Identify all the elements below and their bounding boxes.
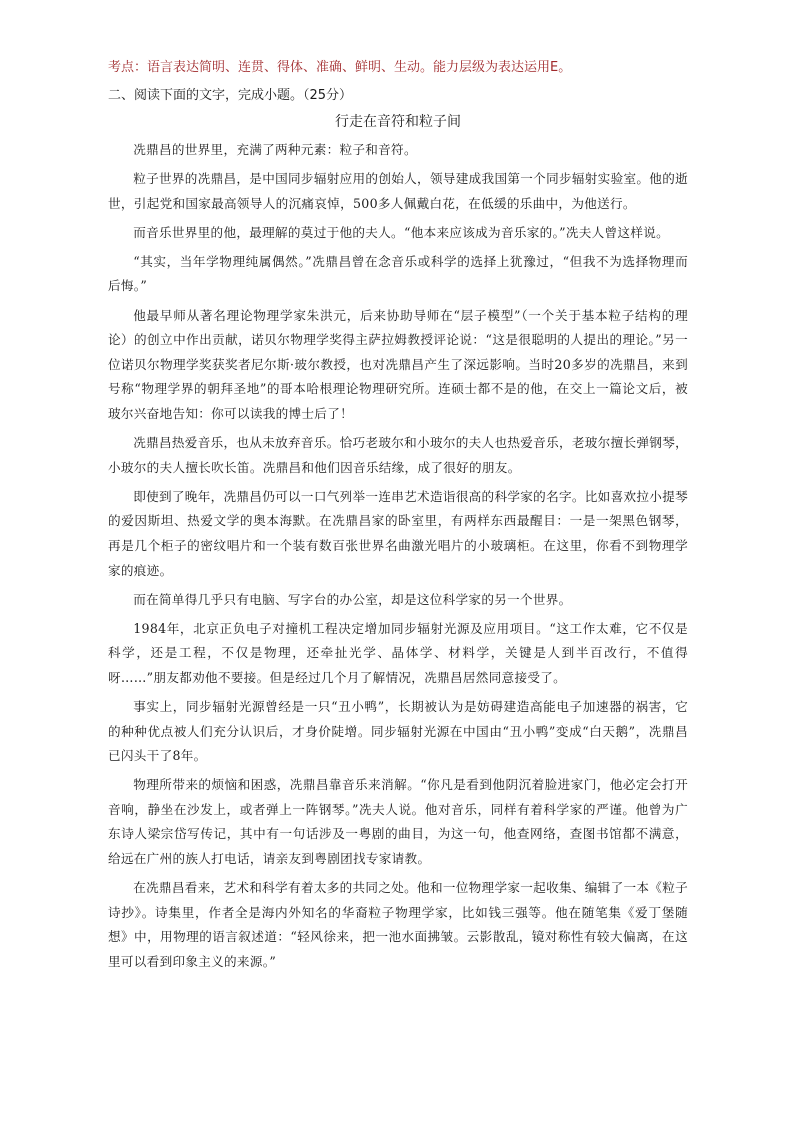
paragraph-9: 1984年，北京正负电子对撞机工程决定增加同步辐射光源及应用项目。“这工作太难，它不仅是科学，还是工程，不仅是物理，还牵扯光学、晶体学、材料学，关键是人到半百改行，不值得呀……”朋友都劝他不要接。但是经过几个月了解情况，冼鼎昌居然同意接受了。 xyxy=(108,620,688,685)
paragraph-6: 冼鼎昌热爱音乐，也从未放弃音乐。恰巧老玻尔和小玻尔的夫人也热爱音乐，老玻尔擅长弹钢琴，小玻尔的夫人擅长吹长笛。冼鼎昌和他们因音乐结缘，成了很好的朋友。 xyxy=(108,435,688,475)
paragraph-5: 他最早师从著名理论物理学家朱洪元，后来协助导师在“层子模型”（一个关于基本粒子结构的理论）的创立中作出贡献，诺贝尔物理学奖得主萨拉姆教授评论说：“这是很聪明的人提出的理论。”另一位诺贝尔物理学奖获奖者尼尔斯·玻尔教授，也对冼鼎昌产生了深远影响。当时20多岁的冼鼎昌，来到号称“物理学界的朝拜圣地”的哥本哈根理论物理研究所。连硕士都不是的他，在交上一篇论文后，被玻尔兴奋地告知：你可以读我的博士后了！ xyxy=(108,307,688,421)
paragraph-10: 事实上，同步辐射光源曾经是一只“丑小鸭”，长期被认为是妨碍建造高能电子加速器的祸害，它的种种优点被人们充分认识后，才身价陡增。同步辐射光源在中国由“丑小鸭”变成“白天鹅”，冼鼎昌已闪头干了8年。 xyxy=(108,698,688,764)
paragraph-12: 在冼鼎昌看来，艺术和科学有着太多的共同之处。他和一位物理学家一起收集、编辑了一本《粒子诗抄》。诗集里，作者全是海内外知名的华裔粒子物理学家，比如钱三强等。他在随笔集《爱丁堡随想》中，用物理的语言叙述道：“轻风徐来，把一池水面拂皱。云影散乱，镜对称性有较大偏离，在这里可以看到印象主义的来源。” xyxy=(108,880,688,969)
paragraph-3: 而音乐世界里的他，最理解的莫过于他的夫人。“他本来应该成为音乐家的。”冼夫人曾这样说。 xyxy=(133,224,670,240)
paragraph-7: 即使到了晚年，冼鼎昌仍可以一口气列举一连串艺术造诣很高的科学家的名字。比如喜欢拉小提琴的爱因斯坦、热爱文学的奥本海默。在冼鼎昌家的卧室里，有两样东西最醒目：一是一架黑色钢琴，再是几个柜子的密纹唱片和一个装有数百张世界名曲激光唱片的小玻璃柜。在这里，你看不到物理学家的痕迹。 xyxy=(108,488,688,578)
article-title: 行走在音符和粒子间 xyxy=(335,114,461,130)
paragraph-4: “其实，当年学物理纯属偶然。”冼鼎昌曾在念音乐或科学的选择上犹豫过，“但我不为选择物理而后悔。” xyxy=(108,253,688,294)
kaodian-note: 考点：语言表达简明、连贯、得体、准确、鲜明、生动。能力层级为表达运用E。 xyxy=(108,60,572,75)
paragraph-1: 冼鼎昌的世界里，充满了两种元素：粒子和音符。 xyxy=(133,142,417,157)
paragraph-2: 粒子世界的冼鼎昌，是中国同步辐射应用的创始人，领导建成我国第一个同步辐射实验室。他的逝世，引起党和国家最高领导人的沉痛哀悼，500多人佩戴白花，在低缓的乐曲中，为他送行。 xyxy=(108,171,688,211)
paragraph-8: 而在简单得几乎只有电脑、写字台的办公室，却是这位科学家的另一个世界。 xyxy=(133,591,572,607)
document-page xyxy=(108,58,688,979)
paragraph-11: 物理所带来的烦恼和困惑，冼鼎昌靠音乐来消解。“你凡是看到他阴沉着脸进家门，他必定会打开音响，静坐在沙发上，或者弹上一阵钢琴。”冼夫人说。他对音乐，同样有着科学家的严谨。他曾为广东诗人梁宗岱写传记，其中有一句话涉及一粤剧的曲目，为这一句，他查网络，查图书馆都不满意，给远在广州的族人打电话，请亲友到粤剧团找专家请教。 xyxy=(108,777,688,867)
section-heading: 二、阅读下面的文字，完成小题。（25分） xyxy=(108,88,353,103)
